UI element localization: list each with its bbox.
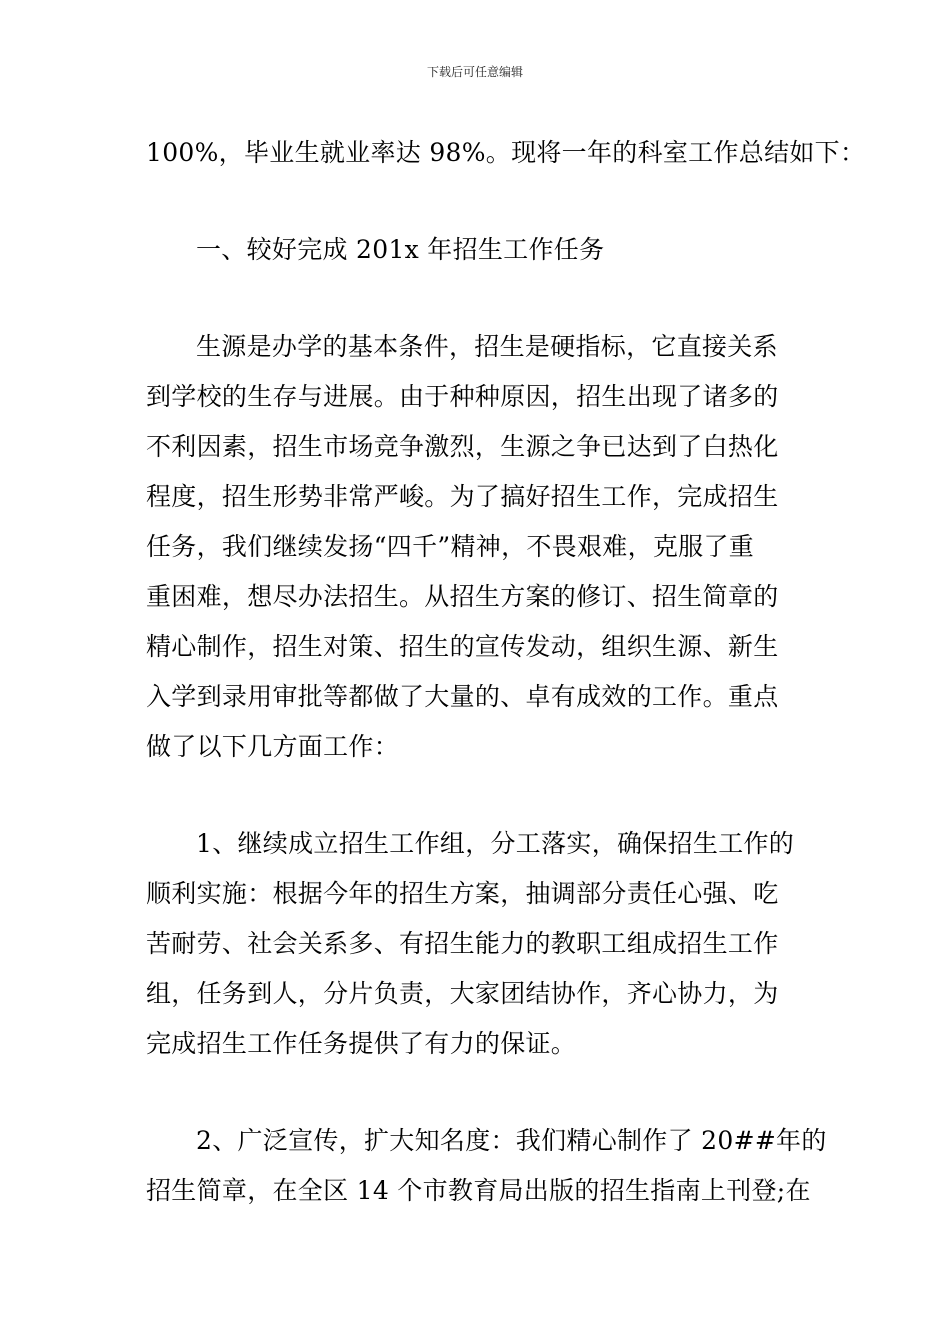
paragraph-enrollment-team <box>146 819 806 1069</box>
paragraph-line: 组，任务到人，分片负责，大家团结协作，齐心协力，为 <box>146 979 779 1008</box>
paragraph-line: 任务，我们继续发扬“四千”精神，不畏艰难，克服了重 <box>146 532 755 561</box>
paragraph-line: 顺利实施：根据今年的招生方案，抽调部分责任心强、吃 <box>146 879 779 908</box>
paragraph-line: 1、继续成立招生工作组，分工落实，确保招生工作的 <box>196 829 795 858</box>
paragraph-gap <box>146 275 806 322</box>
document-body <box>146 128 866 1216</box>
paragraph-line: 重困难，想尽办法招生。从招生方案的修订、招生简章的 <box>146 582 779 611</box>
paragraph-line: 苦耐劳、社会关系多、有招生能力的教职工组成招生工作 <box>146 929 779 958</box>
paragraph-line: 到学校的生存与进展。由于种种原因，招生出现了诸多的 <box>146 382 779 411</box>
page-header: 下载后可任意编辑 <box>426 65 523 79</box>
paragraph-line: 入学到录用审批等都做了大量的、卓有成效的工作。重点 <box>146 682 779 711</box>
paragraph-gap <box>146 1069 806 1116</box>
paragraph-enrollment-overview <box>146 322 806 772</box>
paragraph-gap <box>146 772 806 819</box>
paragraph-publicity <box>146 1116 827 1216</box>
paragraph-line: 2、广泛宣传，扩大知名度：我们精心制作了 20##年的 <box>196 1126 827 1155</box>
paragraph-line: 精心制作，招生对策、招生的宣传发动，组织生源、新生 <box>146 632 779 661</box>
section-heading: 一、较好完成 201x 年招生工作任务 <box>196 235 605 264</box>
paragraph-line: 生源是办学的基本条件，招生是硬指标，它直接关系 <box>196 332 778 361</box>
paragraph-line: 做了以下几方面工作： <box>146 732 400 761</box>
paragraph-line: 招生简章，在全区 14 个市教育局出版的招生指南上刊登;在 <box>146 1176 811 1205</box>
paragraph-line: 程度，招生形势非常严峻。为了搞好招生工作，完成招生 <box>146 482 779 511</box>
paragraph-line: 完成招生工作任务提供了有力的保证。 <box>146 1029 577 1058</box>
paragraph-gap <box>146 178 806 225</box>
paragraph-line: 不利因素，招生市场竞争激烈，生源之争已达到了白热化 <box>146 432 779 461</box>
intro-line: 100%，毕业生就业率达 98%。现将一年的科室工作总结如下： <box>146 138 866 167</box>
